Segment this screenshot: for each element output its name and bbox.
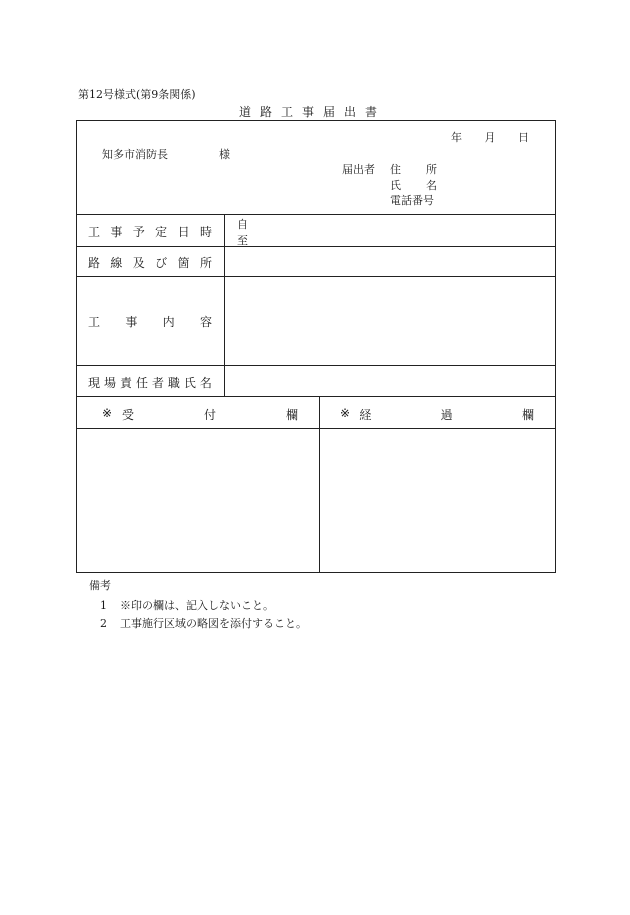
name-label bbox=[390, 177, 437, 193]
month-label: 月 bbox=[484, 131, 496, 144]
label-char: 時 bbox=[199, 225, 212, 239]
label-char: 氏 bbox=[183, 376, 196, 390]
note-text: ※印の欄は、記入しないこと。 bbox=[120, 599, 274, 612]
label-char: 容 bbox=[199, 315, 212, 329]
year-label: 年 bbox=[451, 131, 462, 144]
label-char: 工 bbox=[88, 315, 101, 329]
label-char: 欄 bbox=[285, 408, 298, 422]
label-char: ※ bbox=[102, 406, 113, 420]
label-char: 工 bbox=[88, 225, 101, 239]
label-char: 名 bbox=[199, 376, 212, 390]
form-number: 第12号様式(第9条関係) bbox=[78, 88, 196, 101]
note-number: 1 bbox=[100, 599, 107, 612]
address-label bbox=[390, 161, 437, 177]
label-char: 者 bbox=[151, 376, 164, 390]
supervisor-label bbox=[88, 374, 212, 391]
addressee: 知多市消防長 bbox=[102, 148, 168, 161]
label-char: 事 bbox=[125, 315, 138, 329]
label-char: 内 bbox=[162, 315, 175, 329]
remark-note bbox=[100, 615, 307, 631]
label-char: び bbox=[155, 256, 168, 270]
row-divider bbox=[76, 214, 556, 215]
label-char: 定 bbox=[155, 225, 168, 239]
label-char: 路 bbox=[88, 256, 101, 270]
row-divider bbox=[76, 365, 556, 366]
note-text: 工事施行区域の略図を添付すること。 bbox=[120, 617, 307, 630]
name-label-char: 氏 bbox=[390, 179, 401, 192]
name-label-char: 名 bbox=[426, 179, 437, 192]
label-char: 職 bbox=[167, 376, 180, 390]
label-char: 線 bbox=[110, 256, 123, 270]
label-char: 経 bbox=[359, 408, 372, 422]
label-char: 事 bbox=[110, 225, 123, 239]
label-char: 所 bbox=[199, 256, 212, 270]
label-char: 受 bbox=[122, 408, 135, 422]
to-label: 至 bbox=[237, 234, 248, 247]
label-char: 付 bbox=[203, 408, 216, 422]
progress-section-header bbox=[340, 406, 534, 423]
schedule-label bbox=[88, 223, 212, 240]
honorific: 様 bbox=[219, 148, 230, 161]
remark-note bbox=[100, 597, 274, 613]
column-divider bbox=[319, 396, 320, 573]
label-char: 箇 bbox=[177, 256, 190, 270]
from-label: 自 bbox=[237, 218, 248, 231]
column-divider bbox=[224, 214, 225, 396]
row-divider bbox=[76, 396, 556, 397]
note-number: 2 bbox=[100, 617, 107, 630]
label-char: 過 bbox=[440, 408, 453, 422]
row-divider bbox=[76, 428, 556, 429]
row-divider bbox=[76, 246, 556, 247]
remarks-title: 備考 bbox=[89, 579, 111, 592]
label-char: 予 bbox=[132, 225, 145, 239]
label-char: 現 bbox=[88, 376, 101, 390]
form-table bbox=[76, 120, 556, 573]
label-char: ※ bbox=[340, 406, 351, 420]
reception-section-header bbox=[102, 406, 298, 423]
content-label bbox=[88, 313, 212, 330]
label-char: 任 bbox=[135, 376, 148, 390]
address-label-char: 所 bbox=[426, 163, 437, 176]
label-char: 場 bbox=[103, 376, 116, 390]
date-line bbox=[451, 129, 529, 145]
address-label-char: 住 bbox=[390, 163, 401, 176]
day-label: 日 bbox=[518, 131, 529, 144]
phone-label: 電話番号 bbox=[390, 194, 434, 207]
label-char: 欄 bbox=[521, 408, 534, 422]
route-label bbox=[88, 254, 212, 271]
row-divider bbox=[76, 276, 556, 277]
document-title: 道路工事届出書 bbox=[239, 105, 387, 119]
label-char: 日 bbox=[177, 225, 190, 239]
notifier-label: 届出者 bbox=[342, 163, 375, 176]
label-char: 責 bbox=[119, 376, 132, 390]
label-char: 及 bbox=[132, 256, 145, 270]
